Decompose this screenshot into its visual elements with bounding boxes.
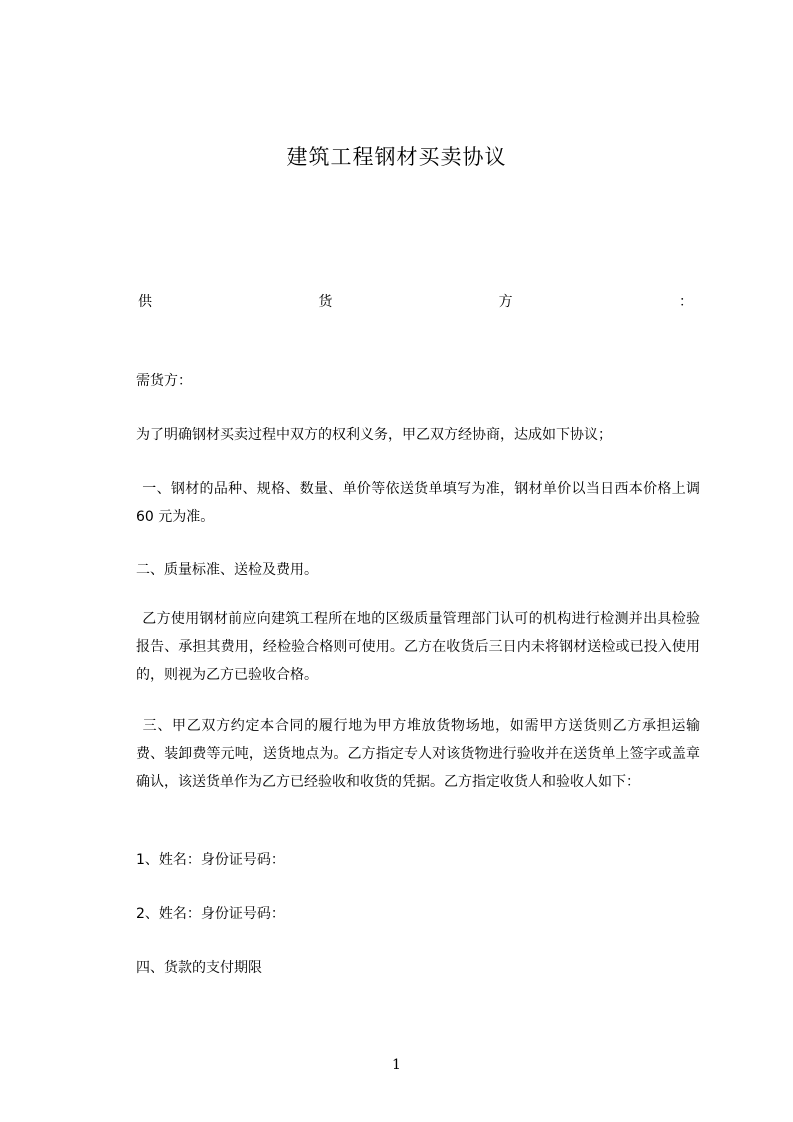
receiver-2-line: 2、姓名：身份证号码： (136, 906, 285, 922)
clause-4-heading: 四、货款的支付期限 (136, 960, 262, 976)
clause-1-paragraph (136, 475, 700, 531)
clause-2-heading: 二、质量标准、送检及费用。 (136, 562, 318, 578)
receiver-1-line: 1、姓名：身份证号码： (136, 852, 285, 868)
clause-1-text: 一、钢材的品种、规格、数量、单价等依送货单填写为准，钢材单价以当日西本价格上调 60 元为准。 (136, 481, 700, 525)
buyer-line: 需货方： (136, 373, 192, 389)
clause-3-text: 三、甲乙双方约定本合同的履行地为甲方堆放货物场地，如需甲方送货则乙方承担运输费、装卸费等元吨，送货地点为。乙方指定专人对该货物进行验收并在送货单上签字或盖章确认，该送货单作为乙方已经验收和收货的凭据。乙方指定收货人和验收人如下： (136, 718, 700, 790)
document-title: 建筑工程钢材买卖协议 (286, 145, 507, 169)
supplier-line (138, 289, 693, 315)
page-number: 1 (392, 1057, 401, 1073)
clause-2-paragraph (136, 605, 700, 689)
supplier-colon: ： (678, 294, 693, 310)
clause-2-text: 乙方使用钢材前应向建筑工程所在地的区级质量管理部门认可的机构进行检测并出具检验报告、承担其费用，经检验合格则可使用。乙方在收货后三日内未将钢材送检或已投入使用的，则视为乙方已验收合格。 (136, 611, 700, 683)
supplier-char: 供 (138, 294, 152, 310)
supplier-char: 货 (318, 294, 333, 310)
intro-paragraph: 为了明确钢材买卖过程中双方的权利义务，甲乙双方经协商，达成如下协议； (136, 427, 612, 443)
clause-3-paragraph (136, 712, 700, 796)
supplier-char: 方 (498, 294, 513, 310)
